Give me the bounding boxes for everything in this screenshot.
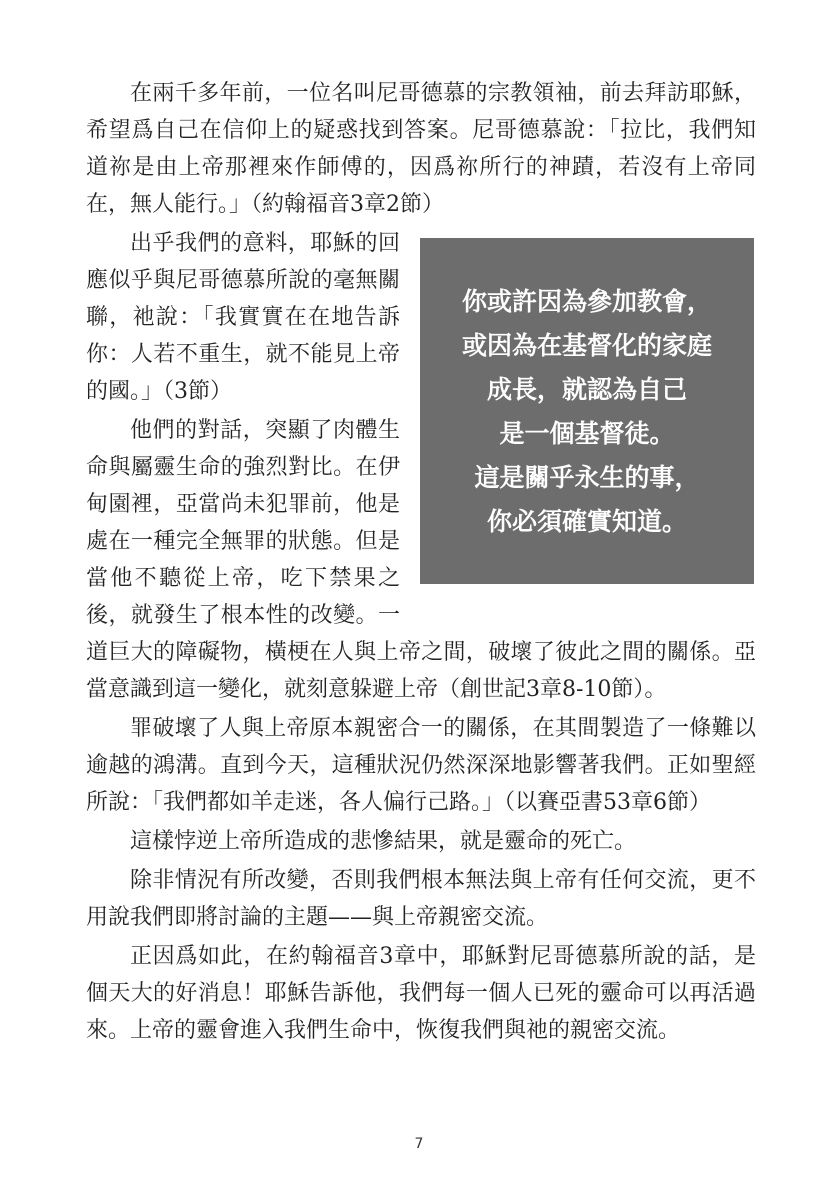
paragraph-4-line-1: 罪破壞了人與上帝原本親密合一的關係，在其間製造了一條難以: [130, 716, 756, 741]
paragraph-7-line-2: 個天大的好消息！耶穌告訴他，我們每一個人已死的靈命可以再活過: [86, 981, 756, 1006]
paragraph-1-line-3: 道祢是由上帝那裡來作師傅的，因爲祢所行的神蹟，若沒有上帝同: [86, 155, 756, 180]
paragraph-2-line-5: 的國。」（3節）: [86, 379, 232, 404]
paragraph-2-line-4: 你：人若不重生，就不能見上帝: [86, 342, 400, 367]
paragraph-4-line-3: 所說：「我們都如羊走迷，各人偏行己路。」（以賽亞書53章6節）: [86, 790, 711, 815]
paragraph-3-line-1: 他們的對話，突顯了肉體生: [130, 418, 400, 443]
pull-quote-line-1: 你或許因為參加教會，: [461, 287, 712, 316]
paragraph-3-line-5: 當他不聽從上帝，吃下禁果之: [86, 566, 400, 591]
paragraph-3-line-6: 後，就發生了根本性的改變。一: [86, 603, 400, 628]
paragraph-7-line-3: 來。上帝的靈會進入我們生命中，恢復我們與祂的親密交流。: [86, 1018, 681, 1043]
pull-quote-line-2: 或因為在基督化的家庭: [461, 331, 712, 360]
paragraph-3-line-8: 當意識到這一變化，就刻意躲避上帝（創世記3章8-10節）。: [86, 677, 667, 702]
paragraph-1-line-4: 在，無人能行。」（約翰福音3章2節）: [86, 192, 444, 217]
paragraph-3-line-2: 命與屬靈生命的強烈對比。在伊: [86, 455, 400, 480]
paragraph-1-line-2: 希望爲自己在信仰上的疑惑找到答案。尼哥德慕說：「拉比，我們知: [86, 118, 756, 143]
paragraph-5-line-1: 這樣悖逆上帝所造成的悲慘結果，就是靈命的死亡。: [130, 829, 637, 854]
paragraph-4-line-2: 逾越的鴻溝。直到今天，這種狀況仍然深深地影響著我們。正如聖經: [86, 753, 756, 778]
paragraph-2-line-3: 聯，祂說：「我實實在在地告訴: [86, 305, 400, 330]
paragraph-1-line-1: 在兩千多年前，一位名叫尼哥德慕的宗教領袖，前去拜訪耶穌，: [130, 81, 756, 106]
paragraph-7-line-1: 正因爲如此，在約翰福音3章中，耶穌對尼哥德慕所說的話，是: [130, 944, 756, 969]
paragraph-3-line-7: 道巨大的障礙物，橫梗在人與上帝之間，破壞了彼此之間的關係。亞: [86, 640, 756, 665]
pull-quote-line-3: 成長，就認為自己: [486, 375, 687, 404]
paragraph-2-line-1: 出乎我們的意料，耶穌的回: [130, 231, 400, 256]
page-number: 7: [414, 1136, 424, 1152]
pull-quote-box: [420, 238, 754, 584]
paragraph-3-line-3: 甸園裡，亞當尚未犯罪前，他是: [86, 492, 400, 517]
pull-quote-line-4: 是一個基督徒。: [499, 419, 675, 448]
paragraph-2-line-2: 應似乎與尼哥德慕所說的毫無關: [86, 268, 400, 293]
paragraph-6-line-1: 除非情況有所改變，否則我們根本無法與上帝有任何交流，更不: [130, 868, 756, 893]
pull-quote-line-5: 這是關乎永生的事，: [474, 463, 700, 492]
paragraph-3-line-4: 處在一種完全無罪的狀態。但是: [86, 529, 400, 554]
paragraph-6-line-2: 用說我們即將討論的主題——與上帝親密交流。: [86, 905, 549, 930]
pull-quote-line-6: 你必須確實知道。: [486, 507, 687, 536]
